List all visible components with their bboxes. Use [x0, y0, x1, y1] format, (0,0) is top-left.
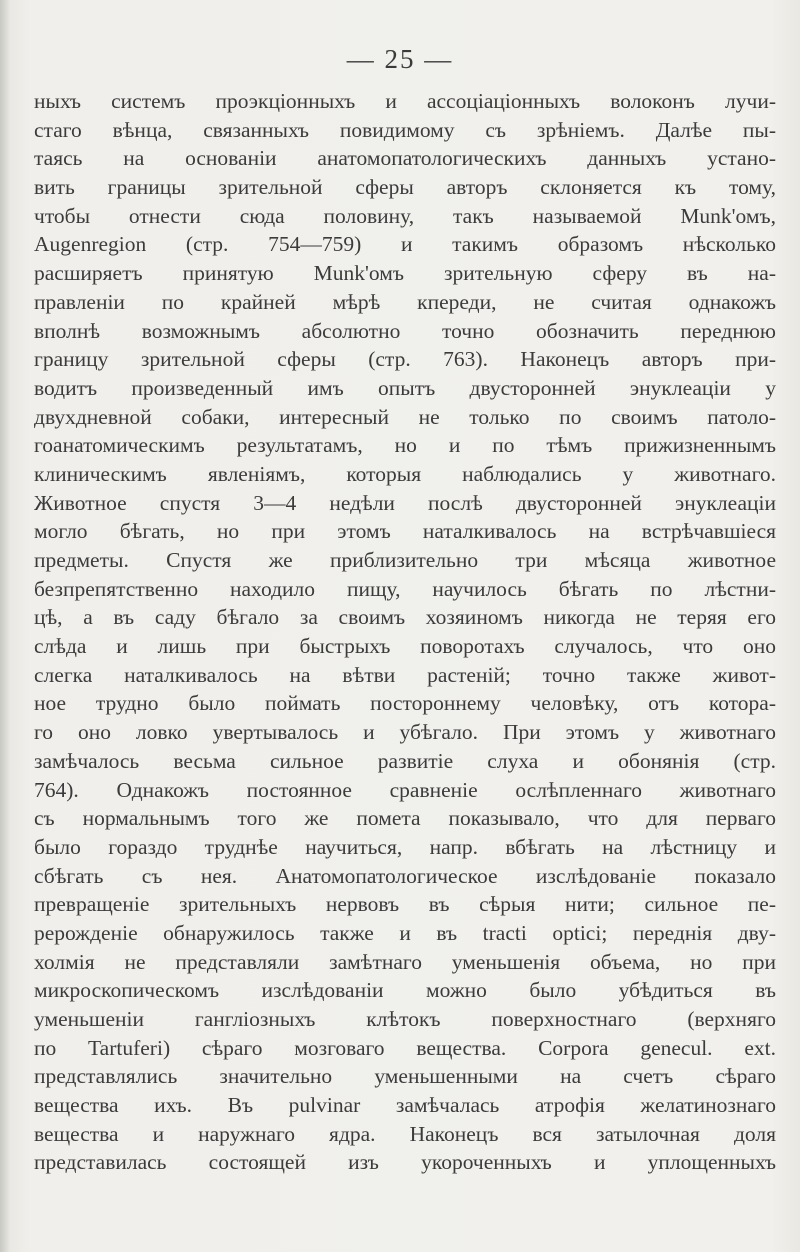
text-line: цѣ, а въ саду бѣгало за своимъ хозяиномъ никогда не теряя его	[34, 605, 776, 630]
spine-shadow	[0, 0, 10, 1252]
text-line: ныхъ системъ проэкціонныхъ и ассоціаціонныхъ волоконъ лучи-	[34, 89, 776, 113]
text-line: расширяетъ принятую Munk'омъ зрительную сферу въ на-	[34, 261, 776, 286]
text-line: двухдневной собаки, интересный не только по своимъ патоло-	[34, 404, 776, 429]
text-line: сбѣгать съ нея. Анатомопатологическое изслѣдованіе показало	[34, 863, 776, 888]
text-line: гоанатомическимъ результатамъ, но и по тѣмъ прижизненнымъ	[34, 433, 776, 458]
text-line: стаго вѣнца, связанныхъ повидимому съ зрѣніемъ. Далѣе пы-	[34, 117, 776, 142]
text-line: клиническимъ явленіямъ, которыя наблюдались у животнаго.	[34, 461, 776, 486]
text-line: границу зрительной сферы (стр. 763). Наконецъ авторъ при-	[34, 347, 776, 372]
text-line: превращеніе зрительныхъ нервовъ въ сѣрыя нити; сильное пе-	[34, 892, 776, 917]
text-line: представлялись значительно уменьшенными на счетъ сѣраго	[34, 1064, 776, 1089]
text-line: представилась состоящей изъ укороченныхъ и уплощенныхъ	[34, 1150, 776, 1175]
text-line: чтобы отнести сюда половину, такъ называемой Munk'омъ,	[34, 203, 776, 228]
text-line: по Tartuferi) сѣраго мозговаго вещества. Corpora genecul. ext.	[34, 1035, 776, 1060]
text-line: 764). Однакожъ постоянное сравненіе ослѣпленнаго животнаго	[34, 777, 776, 802]
text-line: замѣчалось весьма сильное развитіе слуха и обонянія (стр.	[34, 748, 776, 773]
text-line: уменьшеніи гангліозныхъ клѣтокъ поверхностнаго (верхняго	[34, 1007, 776, 1031]
text-line: слѣда и лишь при быстрыхъ поворотахъ случалось, что оно	[34, 634, 776, 659]
text-line: могло бѣгать, но при этомъ наталкивалось на встрѣчавшіеся	[34, 519, 776, 544]
text-line: было гораздо труднѣе научиться, напр. вбѣгать на лѣстницу и	[34, 834, 776, 859]
text-line: таясь на основаніи анатомопатологическихъ данныхъ устано-	[34, 146, 776, 171]
page-number: — 25 —	[346, 44, 454, 74]
text-line: вещества ихъ. Въ pulvinar замѣчалась атрофія желатинознаго	[34, 1093, 776, 1118]
text-line: ное трудно было поймать постороннему человѣку, отъ котора-	[34, 691, 776, 716]
text-line: вить границы зрительной сферы авторъ склоняется къ тому,	[34, 175, 776, 200]
text-line: Животное спустя 3—4 недѣли послѣ двусторонней энуклеаціи	[34, 490, 776, 515]
text-line: водитъ произведенный имъ опытъ двусторонней энуклеаціи у	[34, 375, 776, 400]
text-line: вполнѣ возможнымъ абсолютно точно обозначить переднюю	[34, 318, 776, 343]
text-line: слегка наталкивалось на вѣтви растеній; точно также живот-	[34, 662, 776, 687]
text-line: вещества и наружнаго ядра. Наконецъ вся затылочная доля	[34, 1121, 776, 1146]
text-line: микроскопическомъ изслѣдованіи можно было убѣдиться въ	[34, 978, 776, 1003]
text-line: съ нормальнымъ того же помета показывало, что для перваго	[34, 806, 776, 831]
body-text	[34, 87, 776, 1177]
text-line: Augenregion (стр. 754—759) и такимъ образомъ нѣсколько	[34, 232, 776, 257]
text-line: правленіи по крайней мѣрѣ кпереди, не считая однакожъ	[34, 289, 776, 314]
text-line: го оно ловко увертывалось и убѣгало. При этомъ у животнаго	[34, 720, 776, 745]
text-line: рерожденіе обнаружилось также и въ tracti optici; переднія дву-	[34, 920, 776, 945]
text-line: безпрепятственно находило пищу, научилось бѣгать по лѣстни-	[34, 576, 776, 601]
text-line: холмія не представляли замѣтнаго уменьшенія объема, но при	[34, 949, 776, 974]
text-line: предметы. Спустя же приблизительно три мѣсяца животное	[34, 548, 776, 572]
